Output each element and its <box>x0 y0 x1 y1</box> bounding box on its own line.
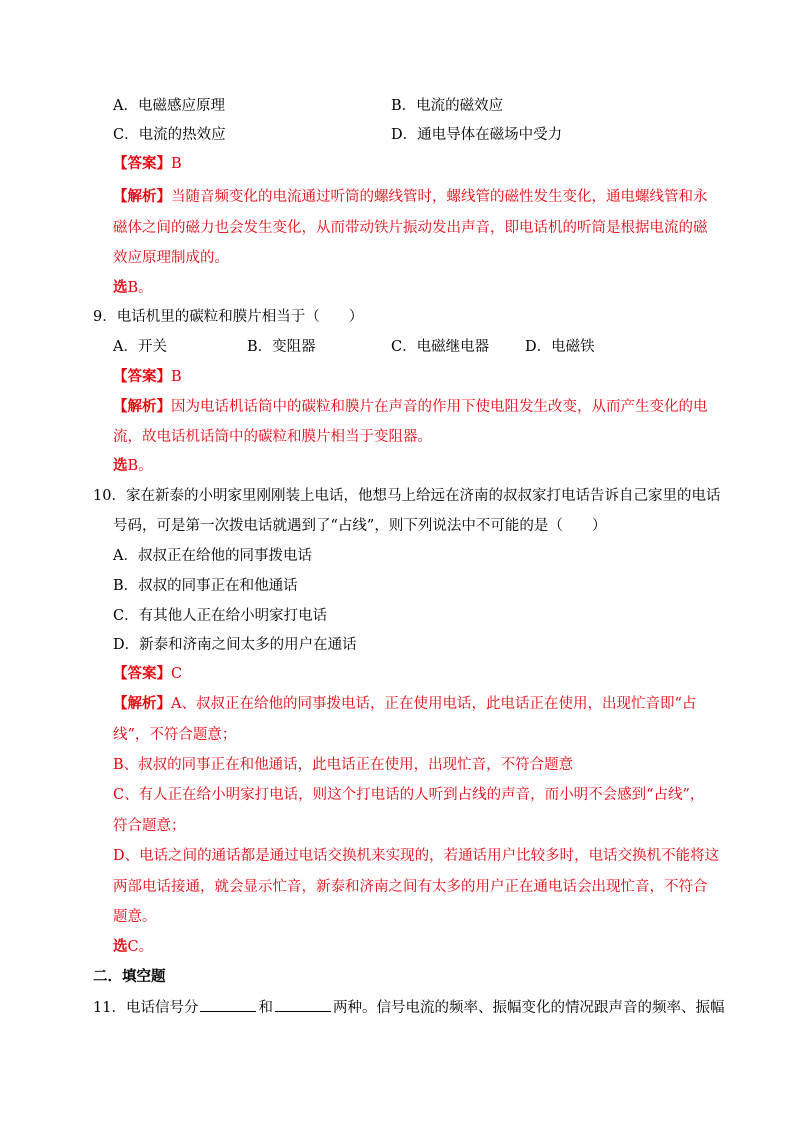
q8-answer <box>113 154 182 174</box>
select-value: B。 <box>127 280 153 296</box>
q9-select <box>113 456 153 476</box>
fill-blank-2[interactable] <box>275 997 331 1012</box>
q9-analysis-line-1 <box>113 397 708 417</box>
analysis-text: 当随音频变化的电流通过听筒的螺线管时，螺线管的磁性发生变化，通电螺线管和永 <box>171 189 708 205</box>
q8-option-b: B．电流的磁效应 <box>391 98 504 114</box>
q10-analysis-line-3: B、叔叔的同事正在和他通话，此电话正在使用，出现忙音，不符合题意 <box>113 757 574 773</box>
q10-analysis-line-7: 两部电话接通，就会显示忙音，新泰和济南之间有太多的用户正在通电话会出现忙音，不符合 <box>113 879 708 895</box>
answer-value: B <box>171 156 182 172</box>
q11-mid: 和 <box>258 1000 273 1016</box>
select-tag: 选 <box>113 279 128 296</box>
q8-analysis-line-3: 效应原理制成的。 <box>113 250 229 266</box>
q10-stem-line-2: 号码，可是第一次拨电话就遇到了“占线”，则下列说法中不可能的是（ ） <box>113 518 607 534</box>
analysis-text: A、叔叔正在给他的同事拨电话，正在使用电话，此电话正在使用，出现忙音即“占 <box>171 696 697 712</box>
q11-stem <box>93 997 724 1018</box>
analysis-tag: 【解析】 <box>113 695 171 712</box>
fill-blank-1[interactable] <box>200 997 256 1012</box>
q8-option-d: D．通电导体在磁场中受力 <box>391 127 563 143</box>
q10-answer <box>113 664 182 684</box>
section-title: 二．填空题 <box>93 968 166 985</box>
q10-analysis-line-2: 线”，不符合题意； <box>113 727 237 743</box>
analysis-tag: 【解析】 <box>113 398 171 415</box>
answer-tag: 【答案】 <box>113 155 171 172</box>
select-value: C。 <box>127 939 154 955</box>
q11-suffix: 两种。信号电流的频率、振幅变化的情况跟声音的频率、振幅 <box>332 1000 725 1016</box>
q9-stem: 9．电话机里的碳粒和膜片相当于（ ） <box>93 309 364 325</box>
q9-option-a: A．开关 <box>113 339 167 355</box>
q8-select <box>113 278 153 298</box>
answer-value: B <box>171 369 182 385</box>
q9-option-c: C．电磁继电器 <box>391 339 490 355</box>
select-tag: 选 <box>113 938 128 955</box>
q10-analysis-line-5: 符合题意； <box>113 818 186 834</box>
select-value: B。 <box>127 458 153 474</box>
q9-option-b: B．变阻器 <box>247 339 316 355</box>
q10-analysis-line-1 <box>113 694 696 714</box>
analysis-tag: 【解析】 <box>113 188 171 205</box>
q10-option-b: B．叔叔的同事正在和他通话 <box>113 578 298 594</box>
q10-option-a: A．叔叔正在给他的同事拨电话 <box>113 548 312 564</box>
q8-option-a: A．电磁感应原理 <box>113 98 225 114</box>
q10-analysis-line-6: D、电话之间的通话都是通过电话交换机来实现的，若通话用户比较多时，电话交换机不能将这 <box>113 848 720 864</box>
q9-answer <box>113 367 182 387</box>
q10-select <box>113 937 153 957</box>
q10-option-c: C．有其他人正在给小明家打电话 <box>113 608 328 624</box>
q10-analysis-line-8: 题意。 <box>113 909 157 925</box>
answer-value: C <box>171 666 183 682</box>
q9-analysis-line-2: 流，故电话机话筒中的碳粒和膜片相当于变阻器。 <box>113 429 432 445</box>
select-tag: 选 <box>113 457 128 474</box>
q11-prefix: 11．电话信号分 <box>93 1000 199 1016</box>
q8-analysis-line-1 <box>113 187 708 207</box>
q8-analysis-line-2: 磁体之间的磁力也会发生变化，从而带动铁片振动发出声音，即电话机的听筒是根据电流的磁 <box>113 220 708 236</box>
q8-option-c: C．电流的热效应 <box>113 127 226 143</box>
q10-analysis-line-4: C、有人正在给小明家打电话，则这个打电话的人听到占线的声音，而小明不会感到“占线”， <box>113 787 705 803</box>
analysis-text: 因为电话机话筒中的碳粒和膜片在声音的作用下使电阻发生改变，从而产生变化的电 <box>171 399 708 415</box>
answer-tag: 【答案】 <box>113 665 171 682</box>
q9-option-d: D．电磁铁 <box>525 339 595 355</box>
q10-option-d: D．新泰和济南之间太多的用户在通话 <box>113 637 357 653</box>
answer-tag: 【答案】 <box>113 368 171 385</box>
q10-stem-line-1: 10．家在新泰的小明家里刚刚装上电话，他想马上给远在济南的叔叔家打电话告诉自己家里的电话 <box>93 488 721 504</box>
